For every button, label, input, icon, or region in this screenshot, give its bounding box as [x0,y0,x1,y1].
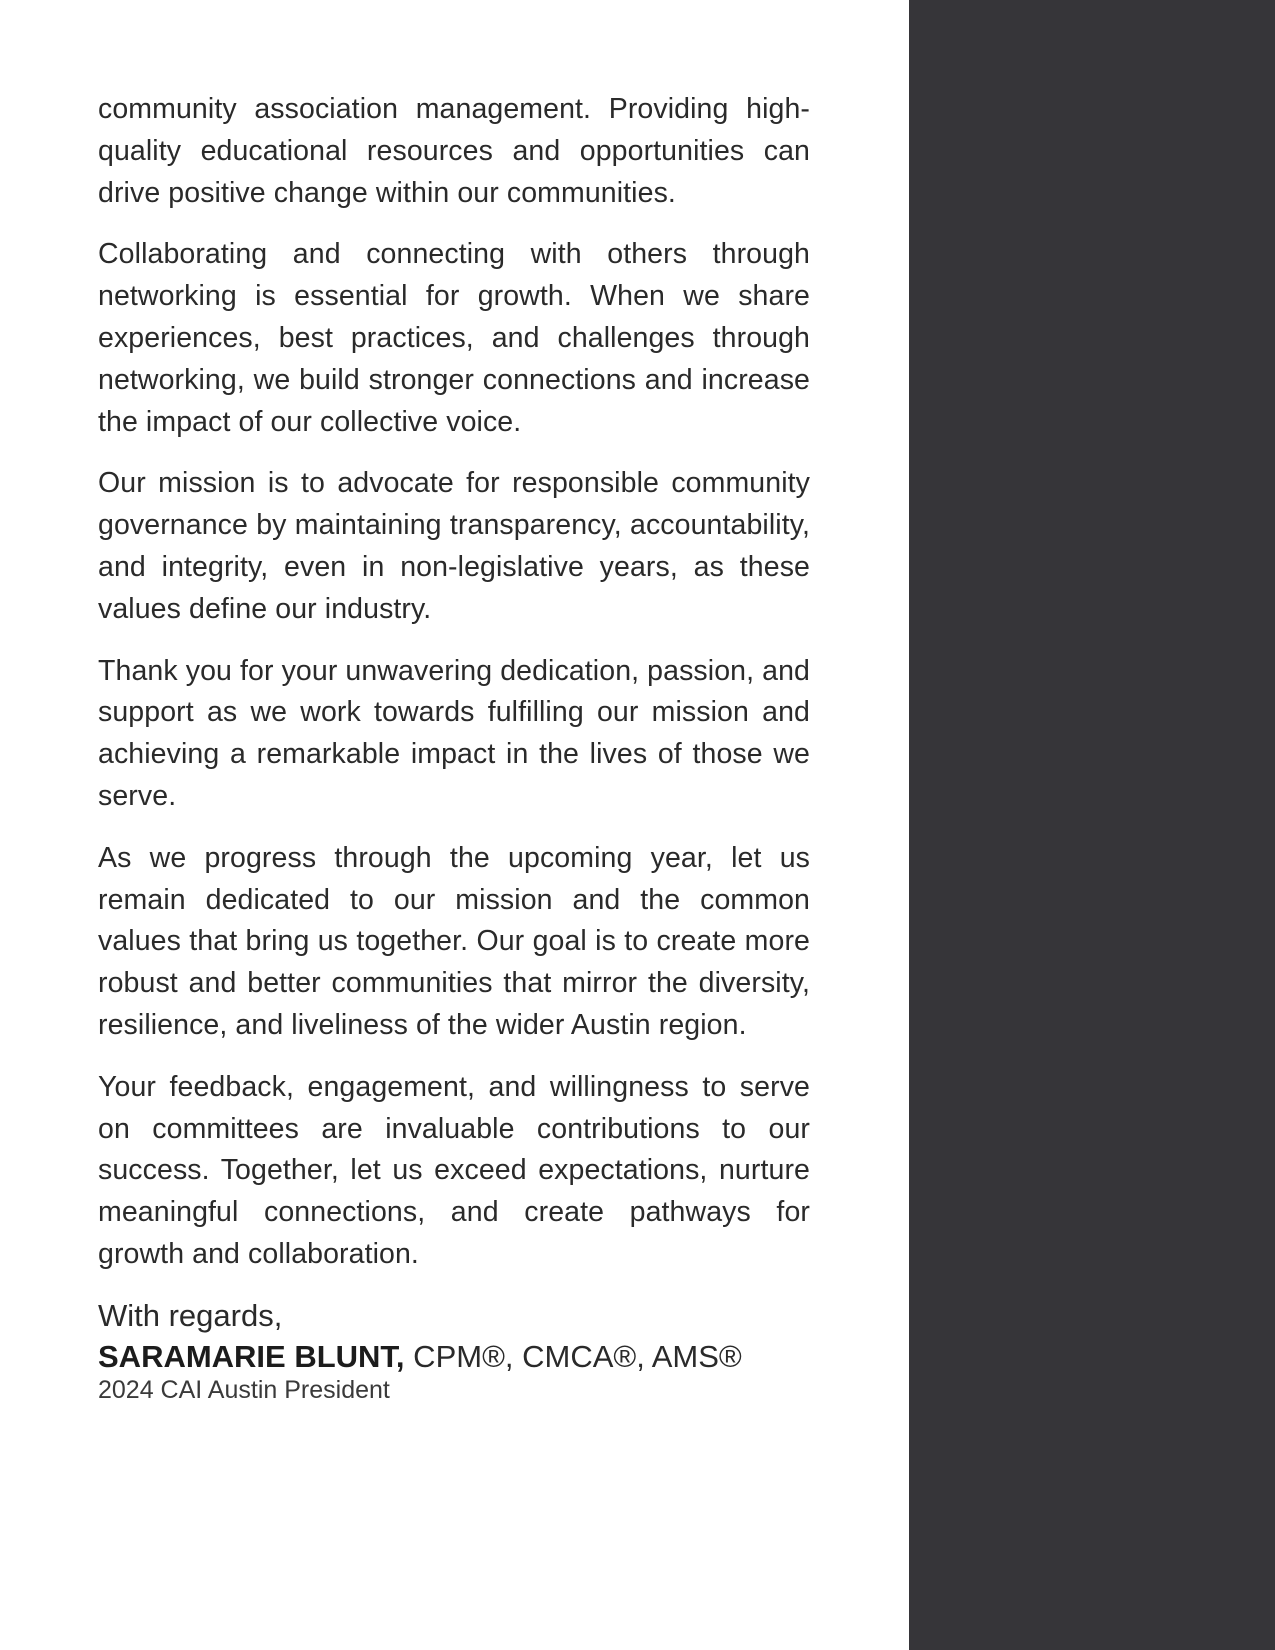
paragraph-networking: Collaborating and connecting with others through networking is essential for growth. When we share experiences, best practices, and challenges through networking, we build stronger connections and increase the impact of our collective voice. [98,238,810,438]
closing-text: With regards, [98,1297,283,1333]
paragraph-thanks: Thank you for your unwavering dedication, passion, and support as we work towards fulfilling our mission and achieving a remarkable impact in the lives of those we serve. [98,654,810,812]
paragraph-mission: Our mission is to advocate for responsible community governance by maintaining transparency, accountability, and integrity, even in non-legislative years, as these values define our industry. [98,467,810,625]
signer-name: SARAMARIE BLUNT, [98,1338,405,1374]
paragraph-upcoming-year: As we progress through the upcoming year, let us remain dedicated to our mission and the common values that bring us together. Our goal is to create more robust and better communities that mirror the diversity, resilience, and liveliness of the wider Austin region. [98,841,810,1041]
side-panel [909,0,1275,1650]
signature-block [98,1296,810,1404]
signer-title: 2024 CAI Austin President [98,1375,390,1404]
letter-body [98,89,810,1404]
signer-credentials: CPM®, CMCA®, AMS® [404,1338,742,1374]
paragraph-education: community association management. Providing high-quality educational resources and opportunities can drive positive change within our communities. [98,93,810,209]
signature-line [98,1336,810,1378]
paragraph-feedback: Your feedback, engagement, and willingness to serve on committees are invaluable contributions to our success. Together, let us exceed expectations, nurture meaningful connections, and create pathways for growth and collaboration. [98,1070,810,1270]
